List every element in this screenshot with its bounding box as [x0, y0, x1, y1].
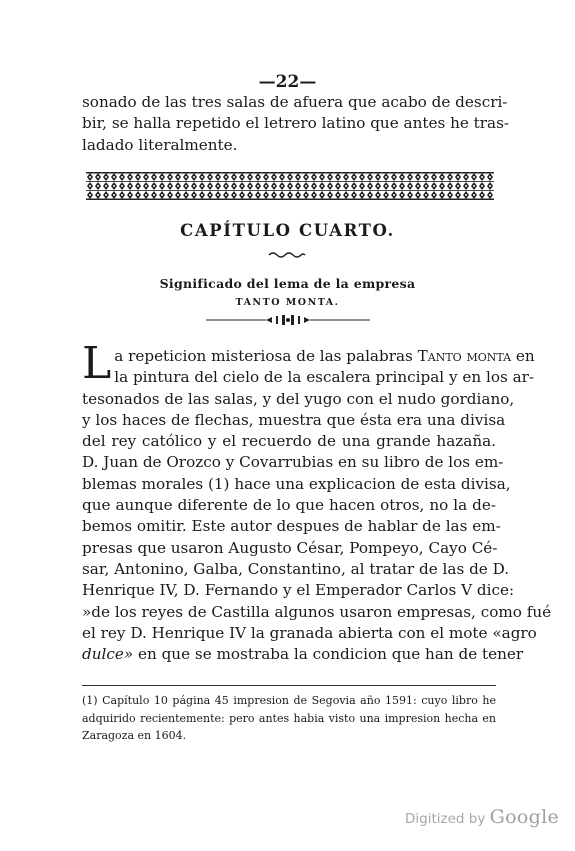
- body-text-fragment: en: [511, 347, 535, 365]
- rule-ornament: [206, 314, 370, 326]
- chapter-subtitle: Significado del lema de la empresa: [159, 276, 416, 291]
- chapter-title: CAPÍTULO CUARTO.: [180, 221, 395, 240]
- body-line: [82, 644, 524, 665]
- drop-cap: L: [82, 338, 112, 389]
- motto-inline: Tanto monta: [417, 347, 512, 365]
- body-line: presas que usaron Augusto César, Pompeyo, Cayo Cé-: [82, 538, 498, 557]
- body-line: D. Juan de Orozco y Covarrubias en su libro de los em-: [82, 453, 504, 472]
- body-line: bemos omitir. Este autor despues de hablar de las em-: [82, 517, 501, 536]
- main-paragraph: [82, 338, 552, 665]
- footnote-line: adquirido recientemente: pero antes habia visto una impresion hecha en: [82, 711, 496, 725]
- chapter-motto: TANTO MONTA.: [235, 297, 340, 308]
- footnote-divider: [82, 685, 496, 686]
- body-line: del rey católico y el recuerdo de una grande hazaña.: [82, 432, 496, 451]
- body-text-fragment: a repeticion misteriosa de las palabras: [114, 347, 418, 365]
- digitized-watermark: [405, 806, 559, 828]
- body-line: la pintura del cielo de la escalera principal y en los ar-: [114, 368, 535, 387]
- footnote: [82, 692, 496, 745]
- intro-line: sonado de las tres salas de afuera que acabo de descri-: [82, 93, 508, 111]
- intro-paragraph: [82, 92, 510, 156]
- footnote-line: Zaragoza en 1604.: [82, 729, 187, 742]
- body-text-fragment: en que se mostraba la condicion que han de tener: [133, 645, 524, 664]
- footnote-line: (1) Capítulo 10 página 45 impresion de Segovia año 1591: cuyo libro he: [82, 694, 496, 707]
- small-ornament: [267, 251, 307, 259]
- body-line: blemas morales (1) hace una explicacion de esta divisa,: [82, 474, 511, 493]
- google-logo: Google: [489, 806, 559, 828]
- body-line: [82, 346, 535, 367]
- intro-line: bir, se halla repetido el letrero latino que antes he tras-: [82, 114, 510, 133]
- body-line: tesonados de las salas, y del yugo con el nudo gordiano,: [82, 389, 515, 408]
- body-line: que aunque diferente de lo que hacen otros, no la de-: [82, 496, 496, 515]
- italic-fragment: dulce»: [82, 645, 134, 664]
- body-line: sar, Antonino, Galba, Constantino, al tratar de las de D.: [82, 559, 510, 578]
- watermark-prefix: Digitized by: [405, 811, 490, 827]
- body-line: Henrique IV, D. Fernando y el Emperador Carlos V dice:: [82, 581, 515, 600]
- body-line: el rey D. Henrique IV la granada abierta con el mote «agro: [82, 623, 537, 642]
- intro-line: ladado literalmente.: [82, 135, 238, 154]
- body-line: »de los reyes de Castilla algunos usaron empresas, como fué: [82, 602, 552, 621]
- page-number: —22—: [258, 72, 317, 92]
- body-line: y los haces de flechas, muestra que ésta era una divisa: [82, 410, 506, 429]
- decorative-ornament-band: [86, 172, 494, 200]
